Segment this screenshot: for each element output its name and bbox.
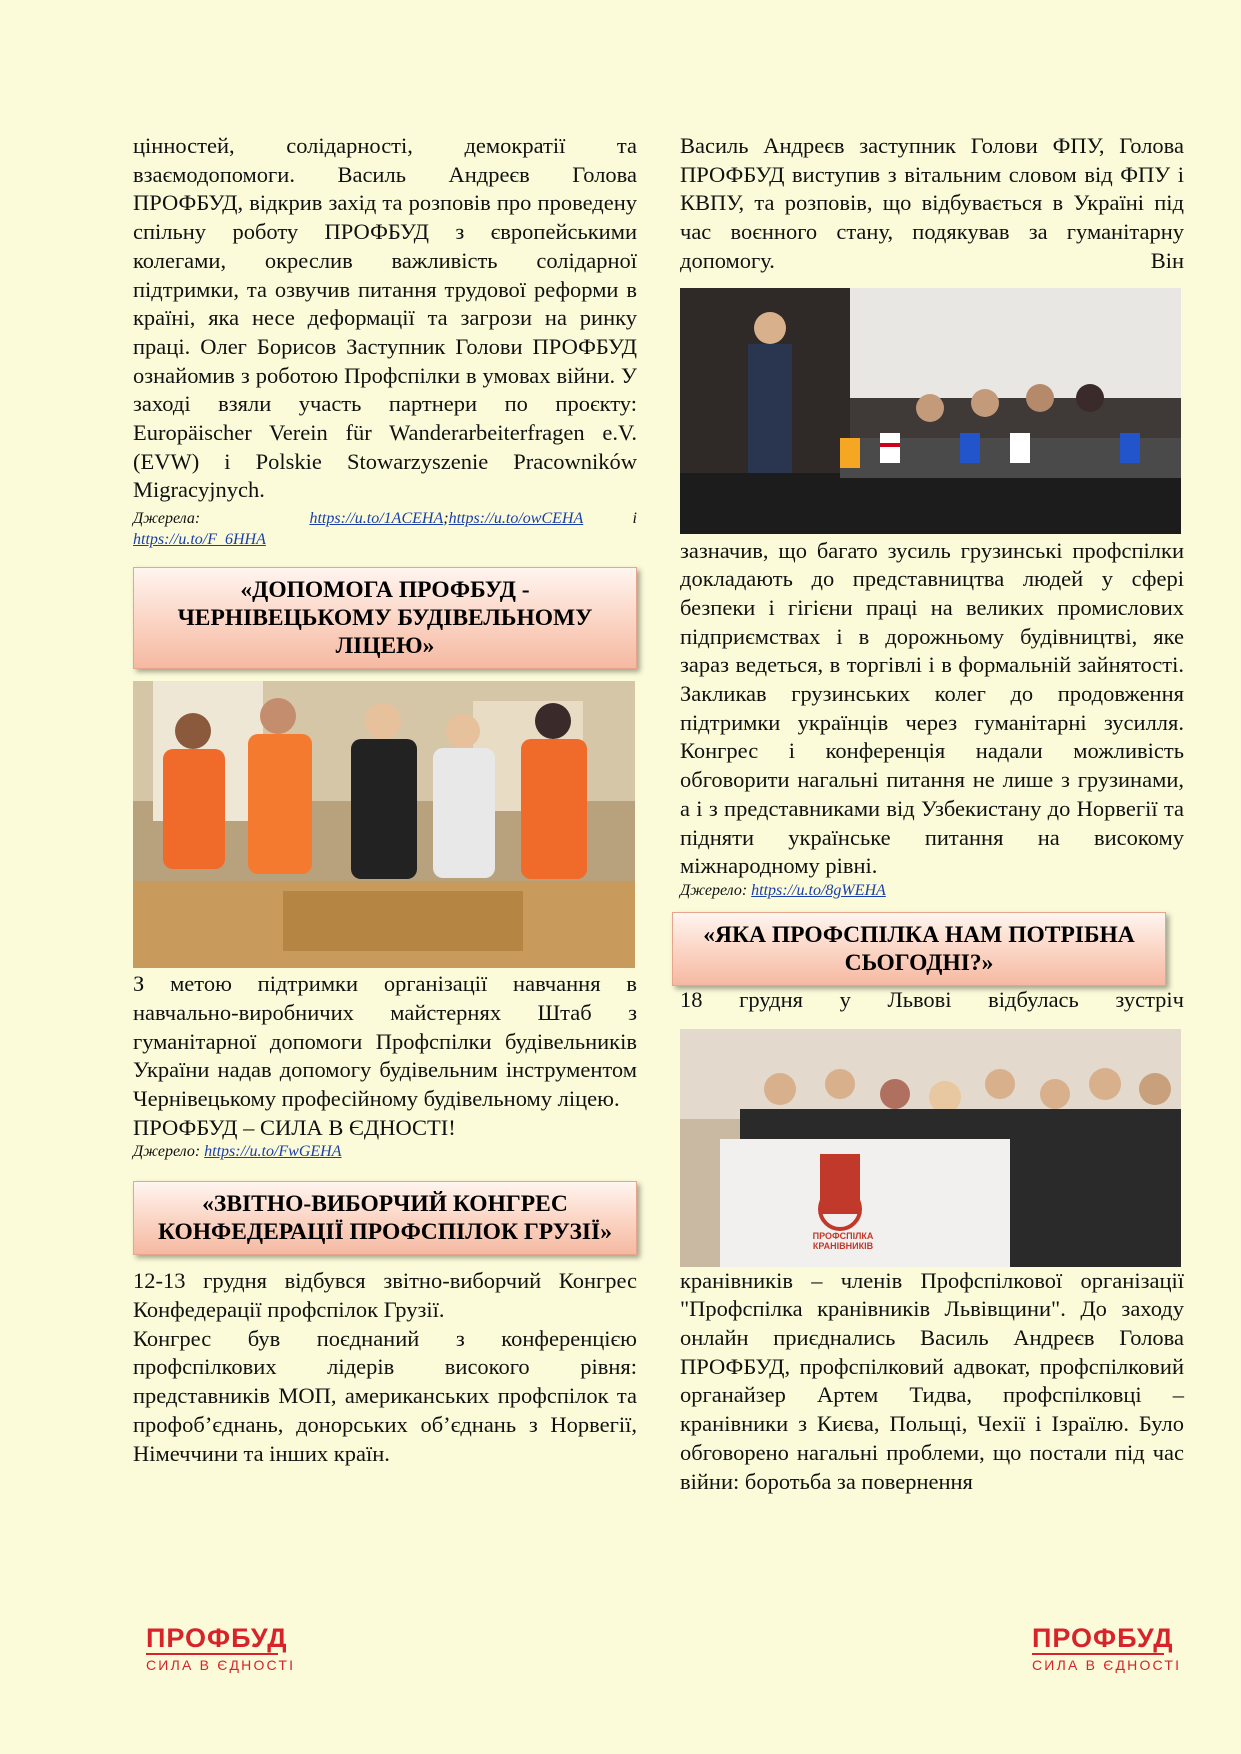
source-and: і bbox=[632, 510, 637, 528]
footer-logo-left bbox=[146, 1624, 295, 1673]
logo-underline bbox=[146, 1653, 278, 1655]
right-column bbox=[680, 132, 1184, 1496]
slogan-line: ПРОФБУД – СИЛА В ЄДНОСТІ! bbox=[133, 1114, 456, 1140]
source-label: Джерело: bbox=[133, 1143, 201, 1161]
photo-lyceum-group bbox=[133, 681, 635, 968]
intro-paragraph: цінностей, солідарності, демократії та взаємодопомоги. Василь Андреєв Голова ПРОФБУД, відкрив захід та розповів про проведену спільну роботу ПРОФБУД з європейськими колегами, окреслив важливість солідарної підтримки, та озвучив питання трудової реформи в країні, яка несе деформації та загрози на ринку праці. Олег Борисов Заступник Голови ПРОФБУД ознайомив з роботою Профспілки в умовах війни. У заході взяли участь партнери по проєкту: Europäischer Verein für Wanderarbeiterfragen e.V. (EVW) і Polskie Stowarzyszenie Pracowników Migracyjnych. bbox=[133, 133, 637, 503]
lviv-paragraph: кранівників – членів Профспілкової організації "Профспілка кранівників Львівщини". До заходу онлайн приєднались Василь Андреєв Голова ПРОФБУД, профспілковий адвокат, профспілковий органайзер Артем Тидва, профспілковці – кранівники з Києва, Польщі, Чехії і Ізраїлю. Було обговорено нагальні проблеми, що постали під час війни: боротьба за повернення bbox=[680, 1267, 1184, 1494]
lviv-intro: 18 грудня у Львові відбулась зустріч bbox=[680, 986, 1184, 1012]
source-link-1[interactable]: https://u.to/1ACEHA bbox=[309, 510, 444, 528]
logo-name: ПРОФБУД bbox=[146, 1623, 288, 1653]
logo-name: ПРОФБУД bbox=[1032, 1623, 1174, 1653]
source-link-lyceum[interactable]: https://u.to/FwGEHA bbox=[204, 1143, 342, 1161]
heading-georgia-congress: «ЗВІТНО-ВИБОРЧИЙ КОНГРЕС КОНФЕДЕРАЦІЇ ПРОФСПІЛОК ГРУЗІЇ» bbox=[133, 1181, 637, 1255]
logo-slogan: СИЛА В ЄДНОСТІ bbox=[146, 1657, 296, 1673]
logo-slogan: СИЛА В ЄДНОСТІ bbox=[1032, 1657, 1182, 1673]
source-line-lyceum bbox=[133, 1142, 637, 1161]
source-link-georgia[interactable]: https://u.to/8gWEHA bbox=[751, 881, 886, 899]
heading-lyceum: «ДОПОМОГА ПРОФБУД - ЧЕРНІВЕЦЬКОМУ БУДІВЕЛЬНОМУ ЛІЦЕЮ» bbox=[133, 567, 637, 669]
flag-text: ПРОФСПІЛКА КРАНІВНИКІВ bbox=[812, 1230, 874, 1251]
heading-union-needed: «ЯКА ПРОФСПІЛКА НАМ ПОТРІБНА СЬОГОДНІ?» bbox=[672, 912, 1166, 986]
sources-label: Джерела: bbox=[133, 510, 201, 528]
left-column bbox=[133, 132, 637, 1468]
photo-congress-panel bbox=[680, 288, 1181, 534]
sources-line-2 bbox=[133, 530, 637, 549]
footer-logo-right bbox=[1032, 1624, 1181, 1673]
source-link-3[interactable]: https://u.to/F_6HHA bbox=[133, 531, 266, 549]
logo-underline bbox=[1032, 1653, 1164, 1655]
source-link-2[interactable]: https://u.to/owCEHA bbox=[448, 510, 584, 528]
photo-crane-operators bbox=[680, 1029, 1181, 1267]
sources-line bbox=[133, 509, 637, 528]
source-line-georgia bbox=[680, 881, 1184, 900]
source-label-right: Джерело: bbox=[680, 881, 748, 899]
source-sep: ; bbox=[443, 510, 449, 528]
congress-speech-paragraph: Василь Андреєв заступник Голови ФПУ, Голова ПРОФБУД виступив з вітальним словом від ФПУ і КВПУ, та розповів, що відбувається в Україні під час воєнного стану, подякував за гуманітарну допомогу. Він bbox=[680, 133, 1184, 273]
congress-paragraph-1: 12-13 грудня відбувся звітно-виборчий Конгрес Конфедерації профспілок Грузії. bbox=[133, 1268, 637, 1323]
georgia-paragraph: зазначив, що багато зусиль грузинські профспілки докладають до представництва людей у сфері безпеки і гігієни праці на великих промислових підприємствах і в дорожньому будівництві, яке зараз ведеться, в торгівлі і в формальній зайнятості. Закликав грузинських колег до продовження підтримки українців через гуманітарні зусилля. Конгрес і конференція надали можливість обговорити нагальні питання не лише з грузинами, а і з представниками від Узбекистану до Норвегії та підняти українське питання на високому міжнародному рівні. bbox=[680, 537, 1184, 879]
congress-paragraph-2: Конгрес був поєднаний з конференцією профспілкових лідерів високого рівня: представників МОП, американських профспілок та профоб’єднань, донорських об’єднань з Норвегії, Німеччини та інших країн. bbox=[133, 1325, 637, 1466]
lyceum-paragraph: З метою підтримки організації навчання в навчально-виробничих майстернях Штаб з гуманітарної допомоги Профспілки будівельників України надав допомогу будівельним інструментом Чернівецькому професійному будівельному ліцею. bbox=[133, 971, 637, 1111]
